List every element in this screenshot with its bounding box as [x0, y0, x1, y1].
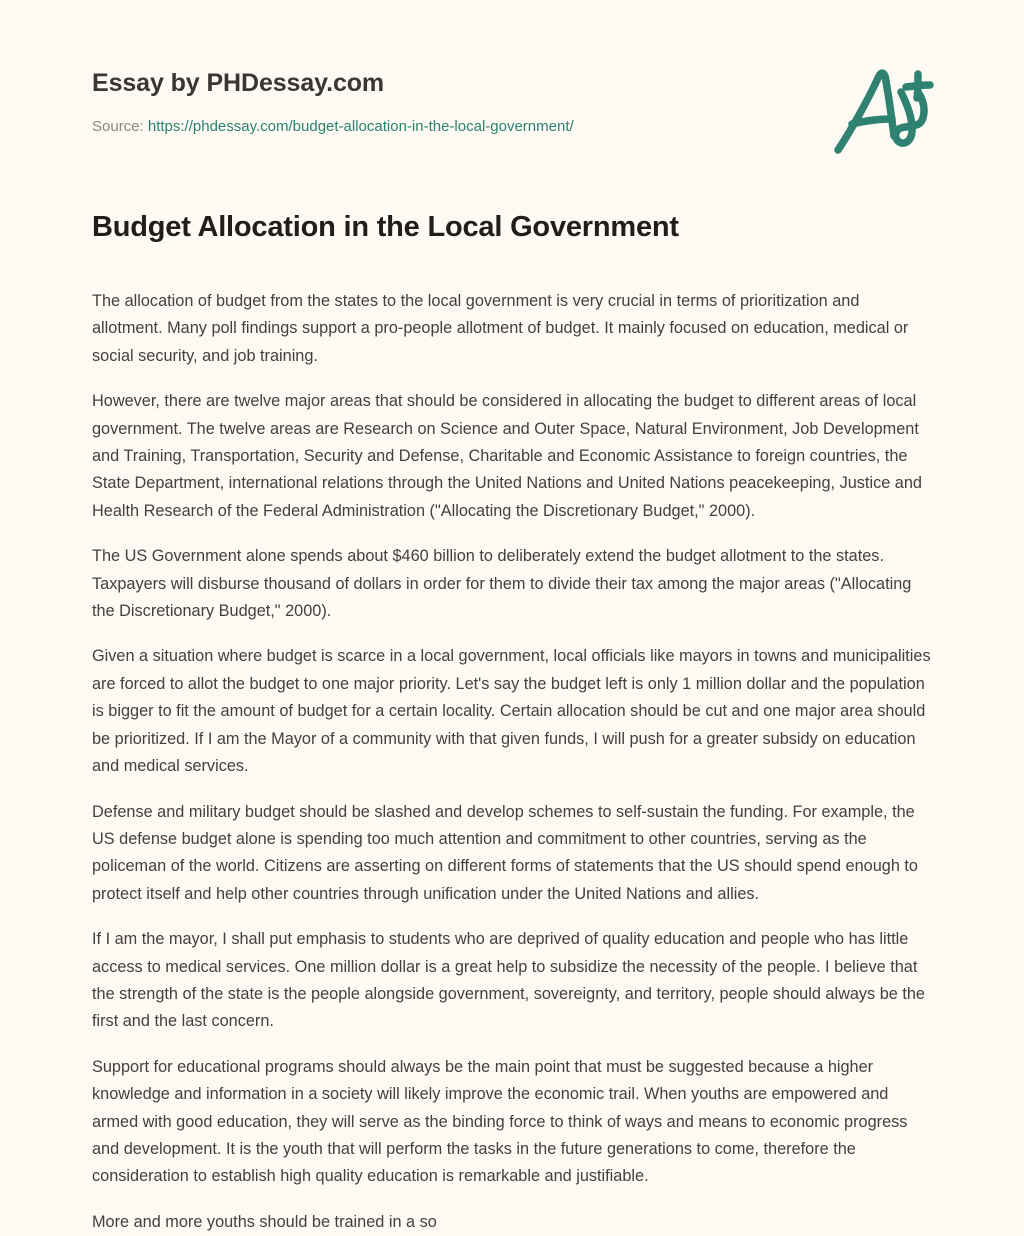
paragraph: Defense and military budget should be slashed and develop schemes to self-sustain the funding. For example, the US defense budget alone is spending too much attention and commitment to other countries, serving as the policeman of the world. Citizens are asserting on different forms of statements that the US should spend enough to protect itself and help other countries through unification under the United Nations and allies. [92, 802, 918, 903]
a-plus-logo-glyph [830, 62, 938, 158]
article-body [92, 288, 932, 1236]
article [92, 208, 932, 1236]
page-title: Budget Allocation in the Local Government [92, 211, 679, 243]
paragraph: Support for educational programs should always be the main point that must be suggested because a higher knowledge and information in a society will likely improve the economic trail. When youths are empowered and armed with good education, they will serve as the binding force to think of ways and means to economic progress and development. It is the youth that will perform the tasks in the future generations to come, therefore the consideration to establish high quality education is remarkable and justifiable. [92, 1057, 908, 1186]
paragraph: Given a situation where budget is scarce in a local government, local officials like mayors in towns and municipalities are forced to allot the budget to one major priority. Let's say the budget left is only 1 million dollar and the population is bigger to fit the amount of budget for a certain locality. Certain allocation should be cut and one major area should be prioritized. If I am the Mayor of a community with that given funds, I will push for a greater subsidy on education and medical services. [92, 647, 931, 776]
paragraph: The allocation of budget from the states to the local government is very crucial in terms of prioritization and allotment. Many poll findings support a pro-people allotment of budget. It mainly focused on education, medical or social security, and job training. [92, 292, 909, 365]
source-label: Source: [92, 118, 144, 135]
paragraph: However, there are twelve major areas that should be considered in allocating the budget to different areas of local government. The twelve areas are Research on Science and Outer Space, Natural Environment, Job Development and Training, Transportation, Security and Defense, Charitable and Economic Assistance to foreign countries, the State Department, international relations through the United Nations and United Nations peacekeeping, Justice and Health Research of the Federal Administration ("Allocating the Discretionary Budget," 2000). [92, 392, 922, 520]
paragraph: The US Government alone spends about $460 billion to deliberately extend the budget allotment to the states. Taxpayers will disburse thousand of dollars in order for them to divide their tax among the major areas ("Allocating the Discretionary Budget," 2000). [92, 547, 912, 621]
source-url-link[interactable]: https://phdessay.com/budget-allocation-in-the-local-government/ [147, 118, 574, 135]
masthead [92, 68, 932, 178]
brand-title: Essay by PHDessay.com [92, 69, 385, 97]
paragraph: If I am the mayor, I shall put emphasis to students who are deprived of quality education and people who has little access to medical services. One million dollar is a great help to subsidize the necessity of the people. I believe that the strength of the state is the people alongside government, sovereignty, and territory, people should always be the first and the last concern. [92, 930, 925, 1031]
source-line [92, 117, 932, 137]
a-plus-logo-icon [830, 62, 938, 158]
paragraph-truncated: More and more youths should be trained in a so [92, 1212, 437, 1231]
